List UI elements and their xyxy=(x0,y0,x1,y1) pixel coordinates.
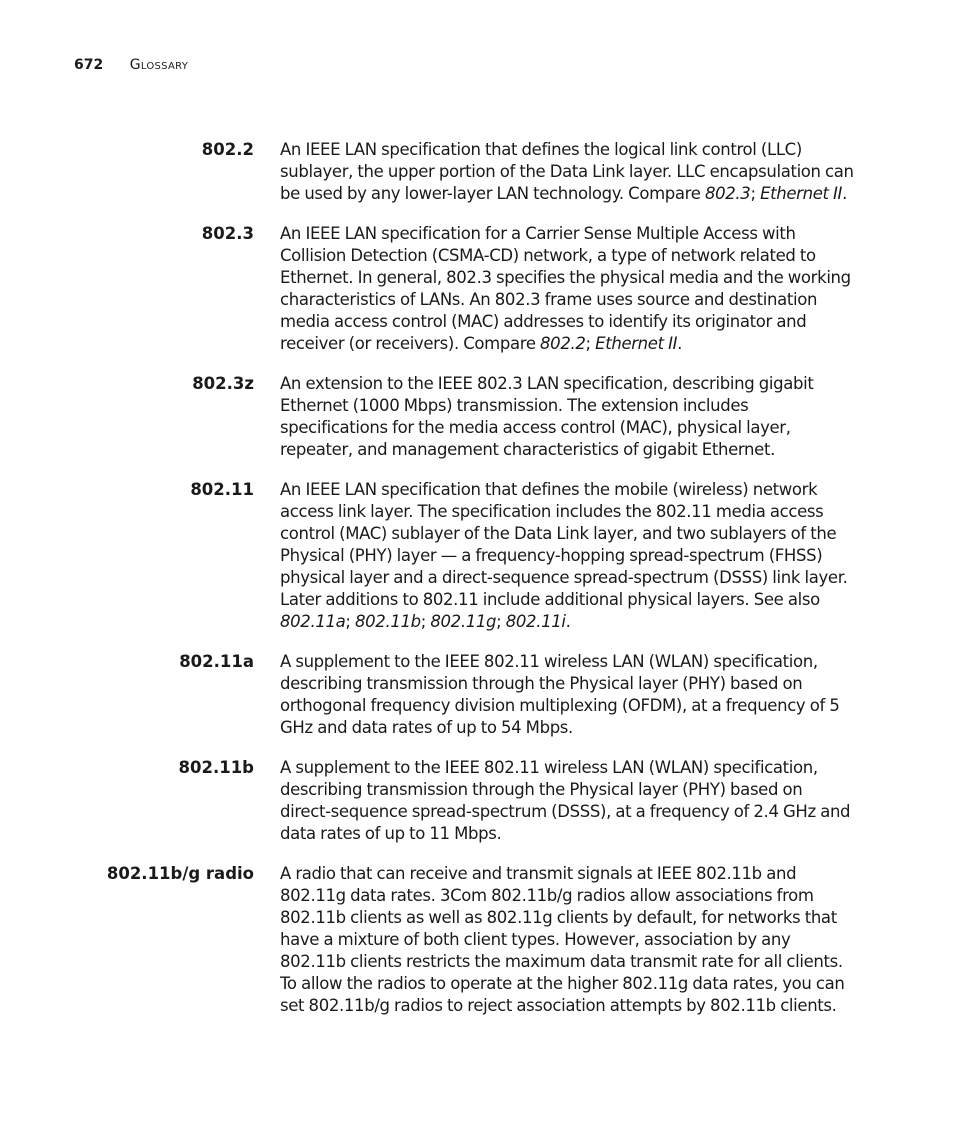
cross-reference: 802.2 xyxy=(540,334,586,353)
definition-text: A supplement to the IEEE 802.11 wireless LAN (WLAN) specification, describing transmission through the Physical layer (PHY) based on orthogonal frequency division multiplexing (OFDM), at a frequency of 5 GHz and data rates of up to 54 Mbps. xyxy=(280,652,840,737)
glossary-definition xyxy=(280,373,855,461)
page-number: 672 xyxy=(74,57,104,73)
glossary-term: 802.3z xyxy=(192,374,254,393)
separator: ; xyxy=(585,334,596,353)
glossary-definition xyxy=(280,651,855,739)
separator: ; xyxy=(345,612,356,631)
glossary-entry xyxy=(0,757,954,845)
cross-reference: Ethernet II xyxy=(595,334,678,353)
definition-text: A supplement to the IEEE 802.11 wireless LAN (WLAN) specification, describing transmission through the Physical layer (PHY) based on direct-sequence spread-spectrum (DSSS), at a frequency of 2.4 GHz and data rates of up to 11 Mbps. xyxy=(280,758,851,843)
cross-reference: 802.11i xyxy=(505,612,566,631)
glossary-definition xyxy=(280,479,855,633)
page-header xyxy=(74,55,188,75)
glossary-entry xyxy=(0,139,954,205)
cross-reference: Ethernet II xyxy=(760,184,843,203)
separator: ; xyxy=(750,184,761,203)
separator: ; xyxy=(420,612,431,631)
glossary-term: 802.2 xyxy=(201,140,254,159)
cross-reference: 802.11a xyxy=(280,612,346,631)
definition-text: An extension to the IEEE 802.3 LAN specification, describing gigabit Ethernet (1000 Mbps) transmission. The extension includes specifications for the media access control (MAC), physical layer, repeater, and management characteristics of gigabit Ethernet. xyxy=(280,374,814,459)
definition-text: An IEEE LAN specification for a Carrier Sense Multiple Access with Collision Detection (CSMA-CD) network, a type of network related to Ethernet. In general, 802.3 specifies the physical media and the working characteristics of LANs. An 802.3 frame uses source and destination media access control (MAC) addresses to identify its originator and receiver (or receivers). Compare xyxy=(280,224,851,353)
sentence-end: . xyxy=(842,184,847,203)
glossary-term: 802.3 xyxy=(201,224,254,243)
glossary-definition xyxy=(280,139,855,205)
definition-text: An IEEE LAN specification that defines the logical link control (LLC) sublayer, the upper portion of the Data Link layer. LLC encapsulation can be used by any lower-layer LAN technology. Compare xyxy=(280,140,854,203)
glossary-entry xyxy=(0,863,954,1017)
sentence-end: . xyxy=(565,612,571,631)
glossary-term: 802.11b/g radio xyxy=(106,864,254,883)
glossary-entry xyxy=(0,223,954,355)
glossary-definition xyxy=(280,223,855,355)
glossary-term: 802.11 xyxy=(190,480,254,499)
glossary-definition xyxy=(280,757,855,845)
cross-reference: 802.3 xyxy=(704,184,751,203)
sentence-end: . xyxy=(677,334,683,353)
glossary-entries xyxy=(0,139,954,1035)
glossary-entry xyxy=(0,373,954,461)
glossary-entry xyxy=(0,651,954,739)
glossary-term: 802.11b xyxy=(178,758,254,777)
separator: ; xyxy=(496,612,506,631)
definition-text: An IEEE LAN specification that defines the mobile (wireless) network access link layer. The specification includes the 802.11 media access control (MAC) sublayer of the Data Link layer, and two sublayers of the Physical (PHY) layer — a frequency-hopping spread-spectrum (FHSS) physical layer and a direct-sequence spread-spectrum (DSSS) link layer. Later additions to 802.11 include additional physical layers. See also xyxy=(280,480,848,609)
section-title: Glossary xyxy=(129,57,189,73)
glossary-entry xyxy=(0,479,954,633)
cross-reference: 802.11b xyxy=(355,612,421,631)
definition-text: A radio that can receive and transmit signals at IEEE 802.11b and 802.11g data rates. 3Com 802.11b/g radios allow associations from 802.11b clients as well as 802.11g clients by default, for networks that have a mixture of both client types. However, association by any 802.11b clients restricts the maximum data transmit rate for all clients. To allow the radios to operate at the higher 802.11g data rates, you can set 802.11b/g radios to reject association attempts by 802.11b clients. xyxy=(280,864,845,1015)
glossary-definition xyxy=(280,863,855,1017)
cross-reference: 802.11g xyxy=(430,612,497,631)
glossary-term: 802.11a xyxy=(179,652,254,671)
